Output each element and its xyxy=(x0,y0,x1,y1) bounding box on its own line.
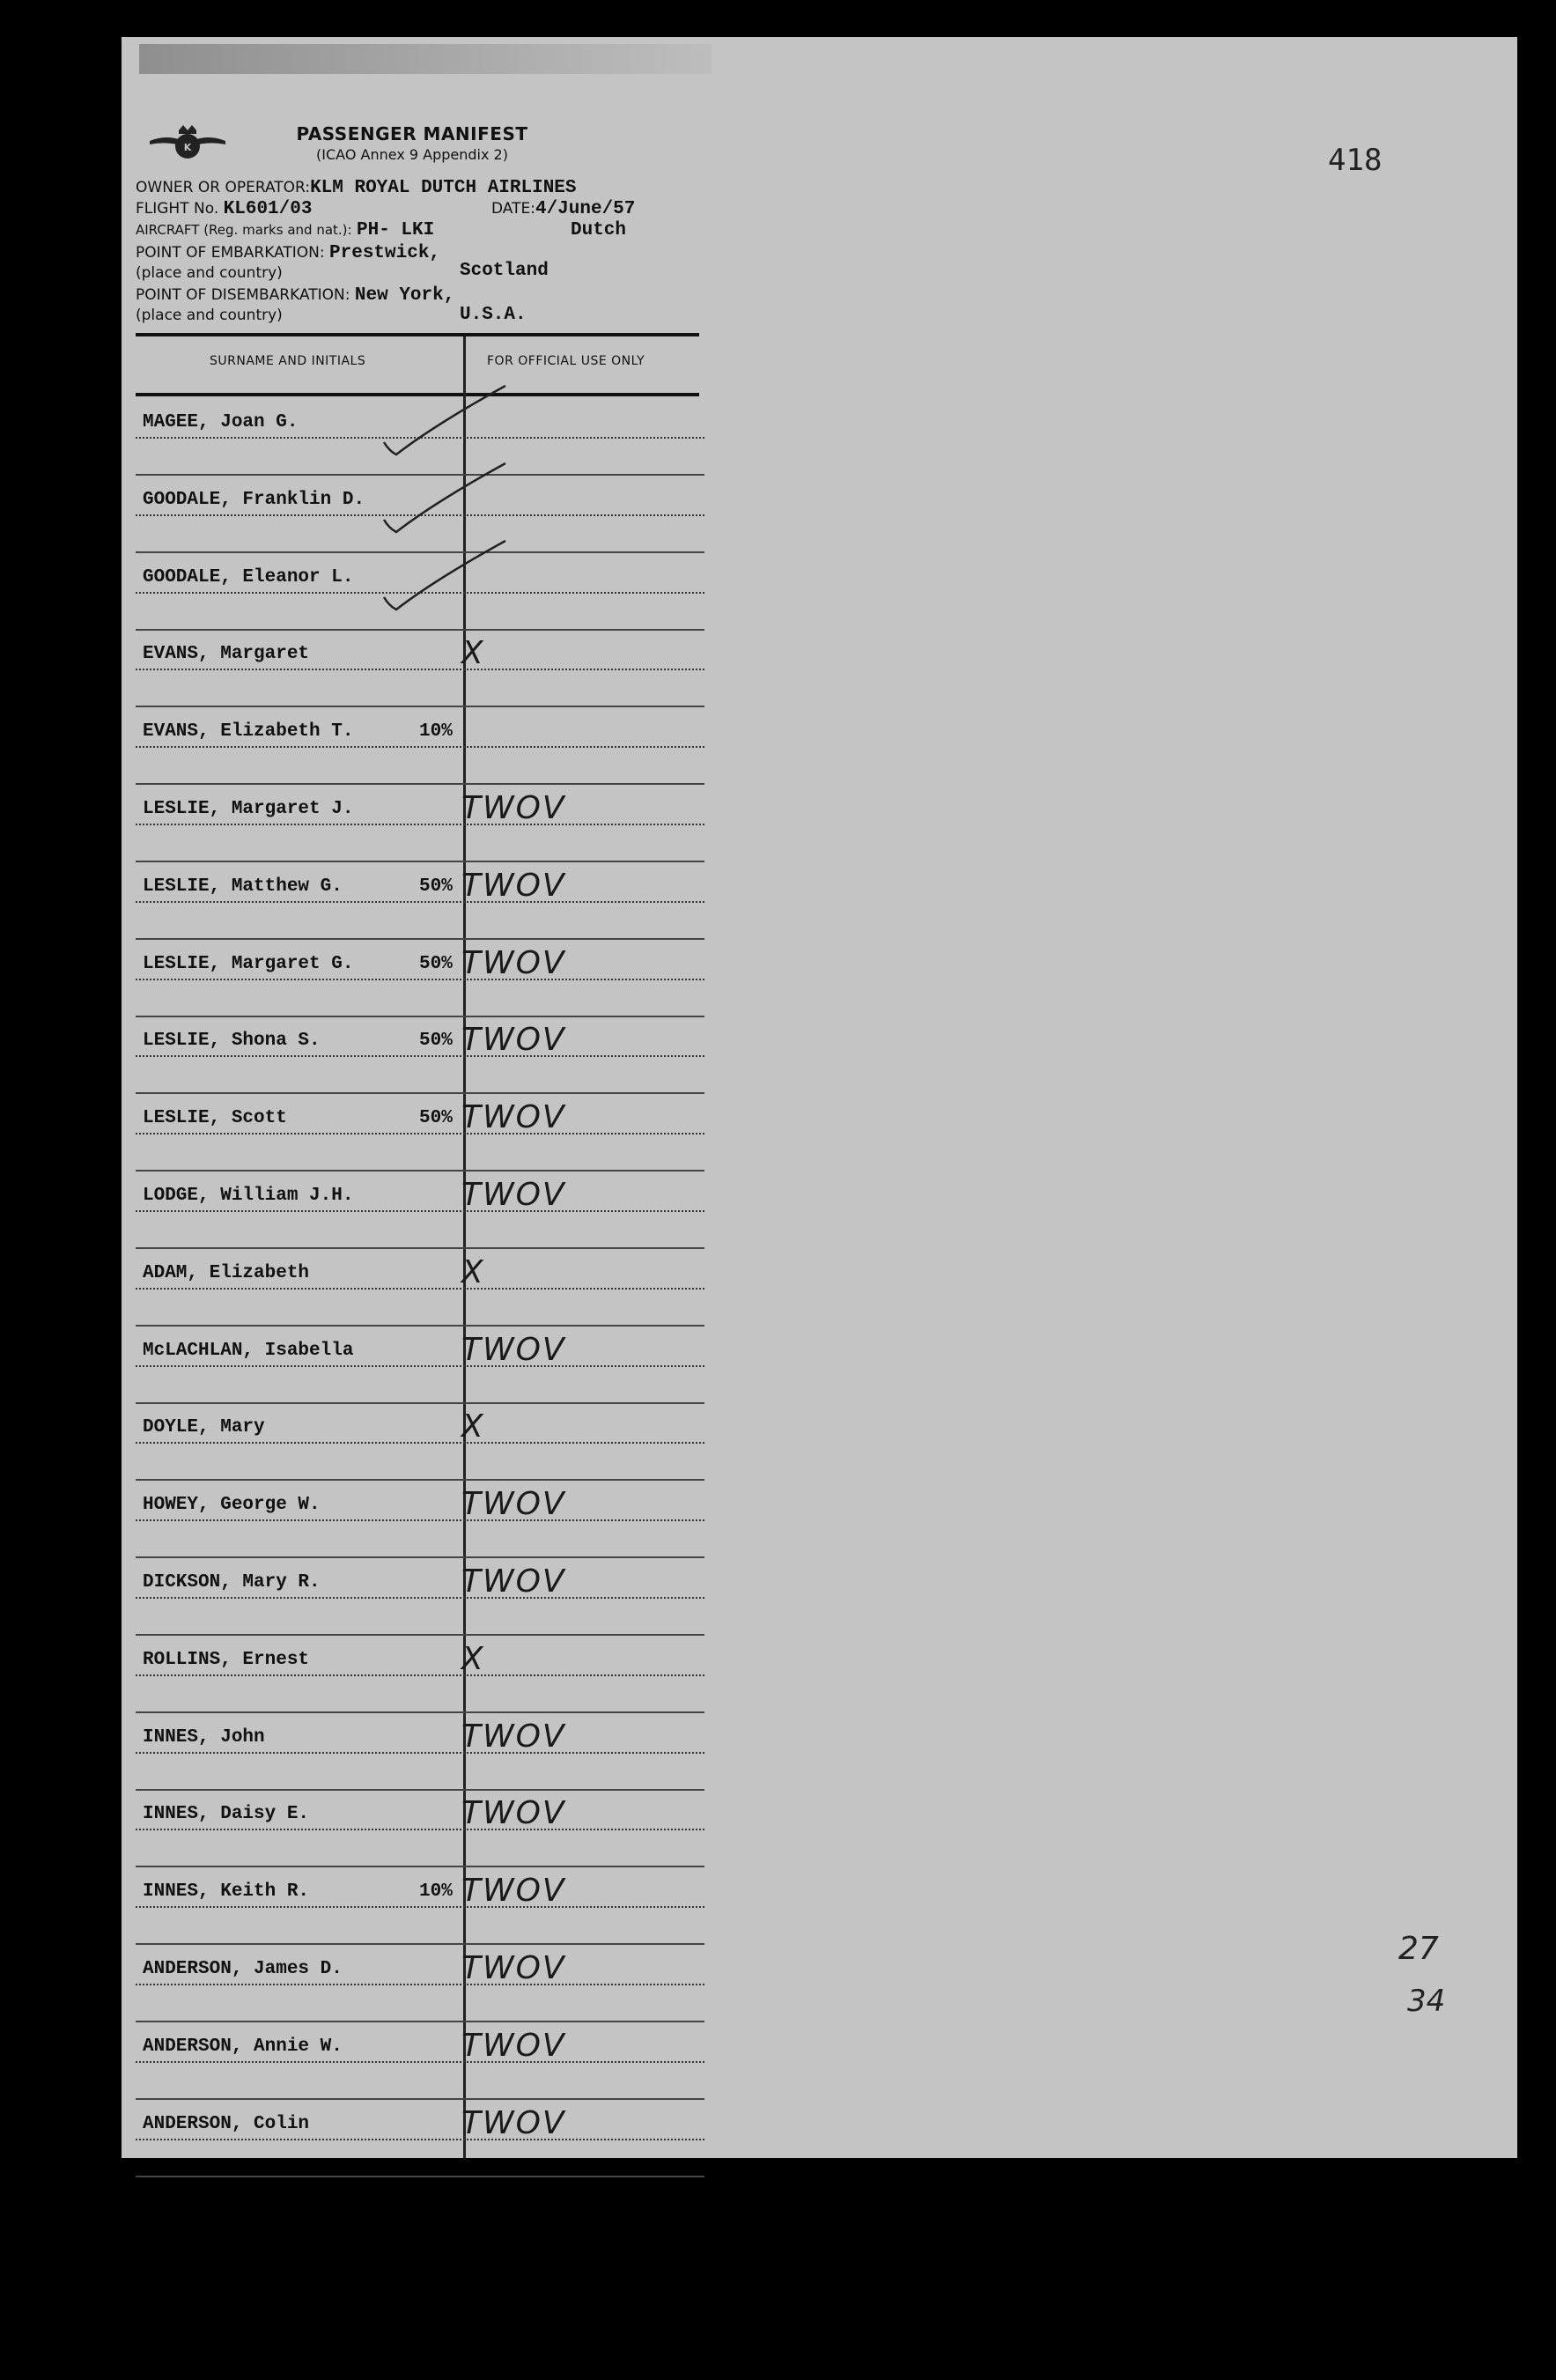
embarkation-line xyxy=(136,243,440,263)
passenger-name: LESLIE, Margaret J. xyxy=(143,799,354,819)
passenger-row xyxy=(136,785,704,862)
row-dotted-rule xyxy=(136,1984,704,1985)
column-header-official: FOR OFFICIAL USE ONLY xyxy=(487,354,645,368)
passenger-row xyxy=(136,1867,704,1945)
fare-percent: 50% xyxy=(419,876,453,897)
passenger-row xyxy=(136,1790,704,1867)
row-dotted-rule xyxy=(136,1674,704,1676)
row-dotted-rule xyxy=(136,746,704,748)
official-mark: TWOV xyxy=(461,867,566,904)
passenger-row xyxy=(136,1636,704,1713)
passenger-name: MAGEE, Joan G. xyxy=(143,412,299,432)
corner-mark-2: 34 xyxy=(1407,1984,1446,2019)
embarkation-sub: (place and country) xyxy=(136,264,283,282)
passenger-name: ANDERSON, James D. xyxy=(143,1959,343,1979)
fare-percent: 10% xyxy=(419,1881,453,1903)
passenger-name: GOODALE, Eleanor L. xyxy=(143,566,354,588)
aircraft-label: AIRCRAFT (Reg. marks and nat.): xyxy=(136,222,352,238)
fare-percent: 10% xyxy=(419,721,453,743)
row-dotted-rule xyxy=(136,979,704,980)
row-rule xyxy=(136,2176,704,2177)
disembarkation-value-1: New York, xyxy=(354,285,455,306)
row-dotted-rule xyxy=(136,2139,704,2140)
passenger-name: EVANS, Elizabeth T. xyxy=(143,721,354,743)
disembarkation-label: POINT OF DISEMBARKATION: xyxy=(136,286,350,304)
corner-mark-1: 27 xyxy=(1398,1931,1439,1967)
official-mark: TWOV xyxy=(461,1177,566,1213)
row-dotted-rule xyxy=(136,1442,704,1444)
passenger-name: INNES, John xyxy=(143,1726,265,1748)
fare-percent: 50% xyxy=(419,1108,453,1129)
passenger-row xyxy=(136,1249,704,1327)
row-dotted-rule xyxy=(136,901,704,903)
official-mark: TWOV xyxy=(461,1950,566,1986)
passenger-row xyxy=(136,1481,704,1558)
manifest-sheet xyxy=(122,37,1517,2158)
aircraft-line xyxy=(136,220,434,240)
embarkation-value-1: Prestwick, xyxy=(329,243,441,263)
manifest-title-block xyxy=(280,123,544,163)
official-mark: X xyxy=(461,1640,485,1677)
passenger-row xyxy=(136,1094,704,1172)
owner-line xyxy=(136,178,577,198)
fare-percent: 50% xyxy=(419,953,453,974)
passenger-row xyxy=(136,1172,704,1249)
passenger-row xyxy=(136,940,704,1017)
passenger-row xyxy=(136,1945,704,2022)
aircraft-value: PH- LKI xyxy=(356,220,435,240)
official-mark: TWOV xyxy=(461,790,566,826)
aircraft-nationality: Dutch xyxy=(571,220,627,240)
official-mark: TWOV xyxy=(461,1718,566,1755)
checkmark-icon xyxy=(373,381,514,460)
official-mark: X xyxy=(461,635,485,672)
passenger-name: ADAM, Elizabeth xyxy=(143,1262,310,1283)
passenger-row xyxy=(136,1713,704,1791)
passenger-row xyxy=(136,707,704,785)
date-label: DATE: xyxy=(491,200,535,218)
passenger-name: EVANS, Margaret xyxy=(143,644,310,665)
header-rule-top xyxy=(136,333,699,336)
row-dotted-rule xyxy=(136,1752,704,1754)
embarkation-label: POINT OF EMBARKATION: xyxy=(136,244,325,262)
passenger-row xyxy=(136,1016,704,1094)
row-dotted-rule xyxy=(136,1133,704,1135)
disembarkation-value-2: U.S.A. xyxy=(460,305,527,325)
passenger-row xyxy=(136,1558,704,1636)
passenger-row xyxy=(136,2100,704,2177)
passenger-name: DICKSON, Mary R. xyxy=(143,1572,321,1593)
page-number: 418 xyxy=(1328,143,1383,178)
disembarkation-sub: (place and country) xyxy=(136,307,283,324)
official-mark: TWOV xyxy=(461,1873,566,1910)
owner-label: OWNER OR OPERATOR: xyxy=(136,179,311,196)
row-dotted-rule xyxy=(136,1055,704,1057)
row-dotted-rule xyxy=(136,1829,704,1830)
official-mark: TWOV xyxy=(461,1486,566,1523)
official-mark: TWOV xyxy=(461,2104,566,2141)
passenger-row xyxy=(136,862,704,940)
row-dotted-rule xyxy=(136,1597,704,1599)
klm-crown-logo-icon xyxy=(148,122,227,166)
passenger-name: McLACHLAN, Isabella xyxy=(143,1340,354,1361)
manifest-subtitle: (ICAO Annex 9 Appendix 2) xyxy=(316,146,508,163)
passenger-name: LESLIE, Shona S. xyxy=(143,1031,321,1052)
embarkation-value-2: Scotland xyxy=(460,261,549,281)
passenger-name: INNES, Keith R. xyxy=(143,1881,310,1903)
passenger-name: LESLIE, Scott xyxy=(143,1108,287,1129)
row-dotted-rule xyxy=(136,1210,704,1212)
row-dotted-rule xyxy=(136,1288,704,1290)
official-mark: TWOV xyxy=(461,1099,566,1136)
passenger-name: HOWEY, George W. xyxy=(143,1495,321,1516)
row-dotted-rule xyxy=(136,2061,704,2063)
row-dotted-rule xyxy=(136,1519,704,1521)
passenger-name: LODGE, William J.H. xyxy=(143,1186,354,1206)
row-dotted-rule xyxy=(136,669,704,670)
checkmark-icon xyxy=(373,458,514,537)
date-value: 4/June/57 xyxy=(535,199,636,219)
passenger-name: DOYLE, Mary xyxy=(143,1417,265,1438)
passenger-row xyxy=(136,1403,704,1481)
svg-text:K: K xyxy=(183,142,192,153)
passenger-name: INNES, Daisy E. xyxy=(143,1804,310,1825)
row-dotted-rule xyxy=(136,824,704,825)
passenger-row xyxy=(136,630,704,707)
passenger-row xyxy=(136,553,704,631)
checkmark-icon xyxy=(373,536,514,615)
fare-percent: 50% xyxy=(419,1031,453,1052)
passenger-name: LESLIE, Matthew G. xyxy=(143,876,343,897)
passenger-name: ROLLINS, Ernest xyxy=(143,1649,310,1670)
row-dotted-rule xyxy=(136,1365,704,1367)
date-line xyxy=(491,199,635,219)
passenger-name: LESLIE, Margaret G. xyxy=(143,953,354,974)
flight-label: FLIGHT No. xyxy=(136,200,219,218)
official-mark: TWOV xyxy=(461,1795,566,1832)
column-header-name: SURNAME AND INITIALS xyxy=(210,354,366,368)
official-mark: TWOV xyxy=(461,2027,566,2064)
official-mark: TWOV xyxy=(461,944,566,981)
passenger-name: GOODALE, Franklin D. xyxy=(143,489,365,510)
disembarkation-line xyxy=(136,285,454,306)
flight-value: KL601/03 xyxy=(223,199,313,219)
official-mark: X xyxy=(461,1253,485,1290)
owner-value: KLM ROYAL DUTCH AIRLINES xyxy=(310,178,577,198)
official-mark: TWOV xyxy=(461,1563,566,1600)
passenger-name: ANDERSON, Colin xyxy=(143,2113,310,2134)
manifest-title: PASSENGER MANIFEST xyxy=(296,123,528,144)
flight-line xyxy=(136,199,312,219)
official-mark: X xyxy=(461,1408,485,1445)
official-mark: TWOV xyxy=(461,1331,566,1368)
row-dotted-rule xyxy=(136,1906,704,1908)
passenger-name: ANDERSON, Annie W. xyxy=(143,2036,343,2057)
passenger-row xyxy=(136,1327,704,1404)
official-mark: TWOV xyxy=(461,1022,566,1059)
paper-scuff xyxy=(139,44,712,74)
passenger-row xyxy=(136,2022,704,2100)
